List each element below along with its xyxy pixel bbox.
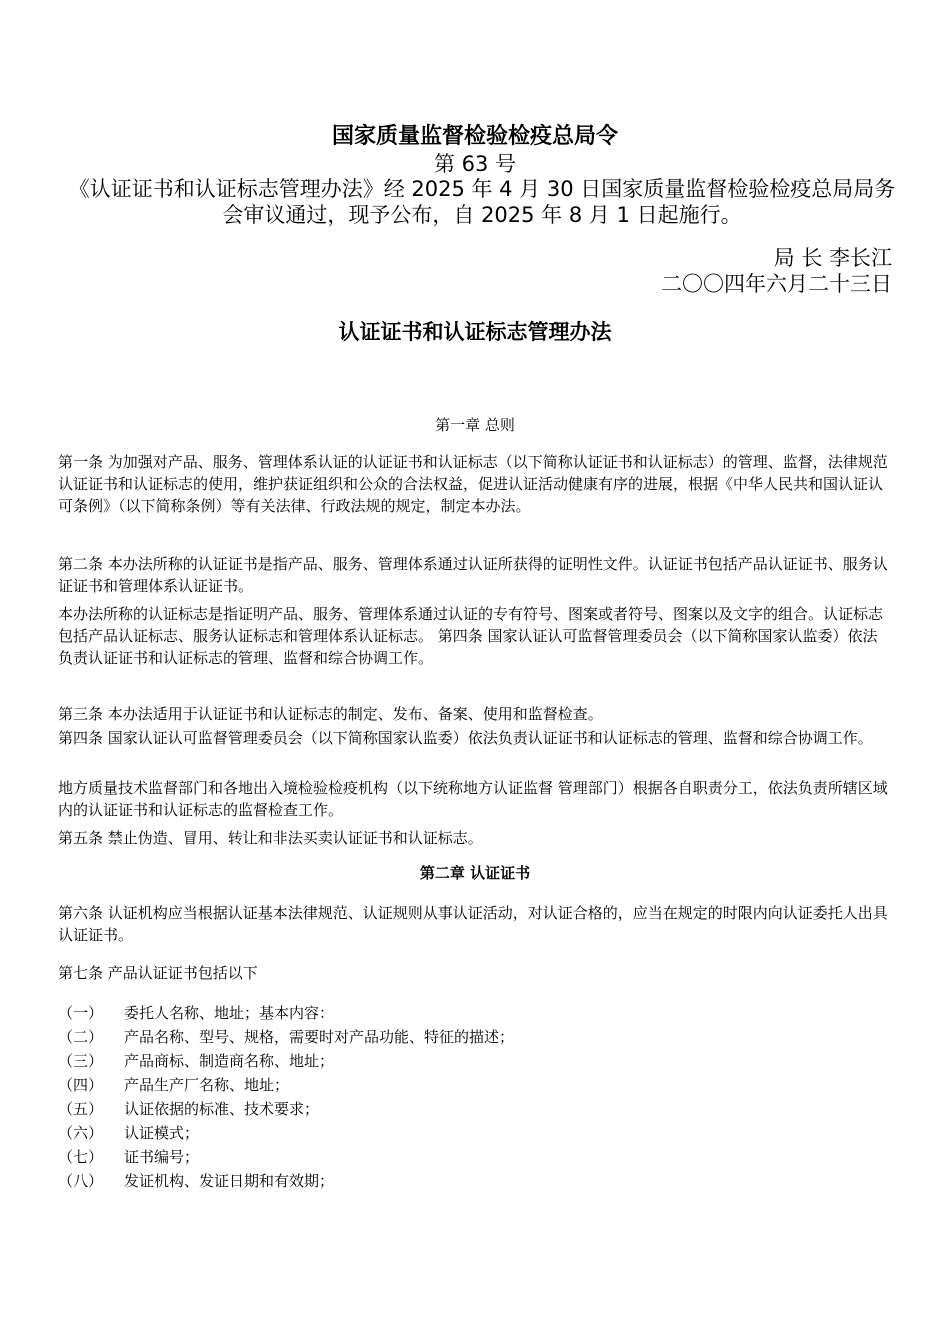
list-item: （六） 认证模式； <box>58 1124 200 1142</box>
list-item: （一） 委托人名称、地址；基本内容： <box>58 1004 335 1022</box>
chapter-1-heading: 第一章 总则 <box>435 416 515 434</box>
list-item: （七） 证书编号； <box>58 1148 200 1166</box>
list-item: （五） 认证依据的标准、技术要求； <box>58 1100 320 1118</box>
list-item: （八） 发证机构、发证日期和有效期； <box>58 1172 335 1190</box>
sign-date: 二〇〇四年六月二十三日 <box>661 272 892 296</box>
signer: 局 长 李长江 <box>773 246 892 270</box>
list-item: （四） 产品生产厂名称、地址； <box>58 1076 290 1094</box>
chapter-2-heading: 第二章 认证证书 <box>419 864 531 882</box>
decree-number: 第 63 号 <box>433 152 517 176</box>
list-item: （三） 产品商标、制造商名称、地址； <box>58 1052 335 1070</box>
article-3: 第三条 本办法适用于认证证书和认证标志的制定、发布、备案、使用和监督检查。 <box>58 705 603 723</box>
document-title: 认证证书和认证标志管理办法 <box>338 320 612 344</box>
decree-title: 国家质量监督检验检疫总局令 <box>331 124 618 149</box>
article-4-paragraph-2: 地方质量技术监督部门和各地出入境检验检疫机构（以下统称地方认证监督 管理部门）根据各自职责分工，依法负责所辖区域内的认证证书和认证标志的监督检查工作。 <box>58 779 888 819</box>
article-4: 第四条 国家认证认可监督管理委员会（以下简称国家认监委）依法负责认证证书和认证标志的管理、监督和综合协调工作。 <box>58 729 873 747</box>
article-5: 第五条 禁止伪造、冒用、转让和非法买卖认证证书和认证标志。 <box>58 829 483 847</box>
article-2: 第二条 本办法所称的认证证书是指产品、服务、管理体系通过认证所获得的证明性文件。认证证书包括产品认证证书、服务认证证书和管理体系认证证书。 <box>58 555 888 595</box>
decree-text: 《认证证书和认证标志管理办法》经 2025 年 4 月 30 日国家质量监督检验检疫总局局务会审议通过，现予公布，自 2025 年 8 月 1 日起施行。 <box>68 177 896 227</box>
list-item: （二） 产品名称、型号、规格，需要时对产品功能、特征的描述； <box>58 1028 515 1046</box>
article-1: 第一条 为加强对产品、服务、管理体系认证的认证证书和认证标志（以下简称认证证书和认证标志）的管理、监督，法律规范认证证书和认证标志的使用，维护获证组织和公众的合法权益，促进认证活动健康有序的进展，根据《中华人民共和国认证认可条例》（以下简称条例）等有关法律、行政法规的规定，制定本办法。 <box>58 453 888 515</box>
article-7: 第七条 产品认证证书包括以下 <box>58 964 258 982</box>
article-6: 第六条 认证机构应当根据认证基本法律规范、认证规则从事认证活动，对认证合格的，应当在规定的时限内向认证委托人出具认证证书。 <box>58 904 888 944</box>
article-2-paragraph-2: 本办法所称的认证标志是指证明产品、服务、管理体系通过认证的专有符号、图案或者符号、图案以及文字的组合。认证标志包括产品认证标志、服务认证标志和管理体系认证标志。 第四条 国家认证认可监督管理委员会（以下简称国家认监委）依法负责认证证书和认证标志的管理、监督和综合协调工作。 <box>58 605 884 667</box>
